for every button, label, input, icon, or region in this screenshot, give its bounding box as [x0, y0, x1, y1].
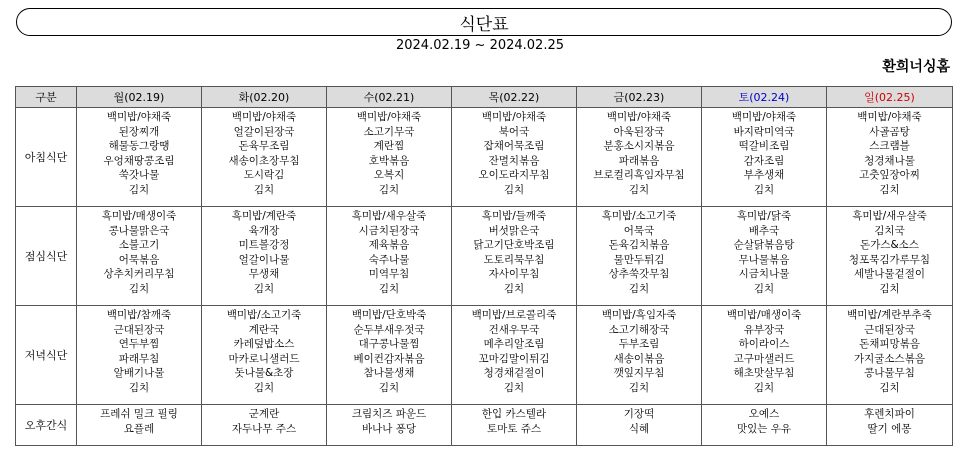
menu-item: 해물동그랑땡: [108, 140, 170, 153]
menu-item: 백미밥/단호박죽: [351, 309, 427, 321]
meal-row-breakfast: [16, 108, 953, 207]
menu-item: 부추생채: [743, 169, 785, 182]
menu-item: 된장찌개: [118, 125, 160, 138]
menu-item: 미트볼강정: [238, 239, 290, 252]
menu-item: 순두부새우젓국: [353, 323, 425, 336]
menu-item: 김치: [128, 381, 150, 394]
menu-cell: [577, 108, 702, 207]
menu-item: 해초맛살무침: [733, 367, 795, 380]
menu-item: 메추리알조림: [483, 338, 545, 351]
menu-item: 백미밥/야채죽: [857, 111, 922, 123]
menu-item: 백미밥/브로콜리죽: [471, 309, 557, 321]
menu-item: 상추쑥갓무침: [608, 268, 670, 281]
menu-item: 시금치나물: [738, 268, 790, 281]
menu-cell: [77, 108, 202, 207]
menu-cell: [327, 108, 452, 207]
menu-item: 북어국: [498, 125, 530, 138]
menu-item: 베이컨감자볶음: [353, 352, 425, 365]
menu-item: 김치: [253, 381, 275, 394]
menu-cell: [327, 405, 452, 446]
menu-item: 두부조림: [618, 338, 660, 351]
menu-item: 콩나물맑은국: [108, 224, 170, 237]
menu-item: 김치: [128, 282, 150, 295]
menu-item: 근대된장국: [864, 323, 915, 336]
facility-name: 환희너싱홈: [882, 59, 950, 75]
menu-item: 바나나 퐁당: [361, 422, 417, 435]
menu-item: 우엉채땅콩조림: [103, 154, 175, 167]
menu-item: 바지락미역국: [733, 125, 795, 138]
menu-item: 자사이무침: [488, 268, 540, 281]
menu-cell: [77, 306, 202, 405]
menu-item: 잡채어묵조림: [483, 140, 545, 153]
menu-cell: [702, 306, 827, 405]
menu-item: 백미밥/계란부추죽: [847, 309, 932, 321]
menu-item: 오예스: [748, 408, 780, 420]
menu-item: 카레덮밥소스: [233, 338, 295, 351]
menu-item: 알배기나물: [113, 367, 165, 380]
header-corner: 구분: [16, 87, 77, 108]
menu-item: 흑미밥/새우살죽: [852, 210, 927, 222]
menu-item: 김치: [753, 282, 775, 295]
menu-item: 후렌치파이: [864, 408, 915, 420]
menu-cell: [577, 306, 702, 405]
menu-cell: [577, 207, 702, 306]
menu-item: 대구콩나물찜: [358, 338, 420, 351]
menu-cell: [452, 306, 577, 405]
menu-cell: [702, 405, 827, 446]
menu-item: 김치: [753, 381, 775, 394]
menu-cell: [702, 207, 827, 306]
menu-item: 백미밥/야채죽: [481, 111, 547, 123]
menu-item: 백미밥/야채죽: [106, 111, 172, 123]
menu-item: 마카로니샐러드: [228, 352, 300, 365]
menu-cell: [827, 306, 953, 405]
menu-item: 브로컬리흑임자무침: [593, 169, 685, 182]
menu-item: 콩나물무침: [864, 367, 915, 380]
menu-item: 돈육무조림: [238, 140, 290, 153]
menu-item: 김치: [879, 183, 900, 196]
menu-item: 도토리묵무침: [483, 253, 545, 266]
menu-item: 쑥갓나물: [118, 169, 160, 182]
menu-item: 건새우무국: [488, 323, 540, 336]
menu-item: 새송이볶음: [613, 352, 665, 365]
menu-cell: [452, 405, 577, 446]
menu-item: 흑미밥/소고기죽: [601, 210, 677, 222]
menu-item: 김치: [378, 183, 400, 196]
menu-item: 버섯맑은국: [488, 224, 540, 237]
menu-cell: [702, 108, 827, 207]
menu-item: 김치: [253, 282, 275, 295]
menu-item: 흑미밥/매생이죽: [101, 210, 177, 222]
menu-item: 백미밥/야채죽: [606, 111, 672, 123]
menu-cell: [827, 405, 953, 446]
menu-item: 고구마샐러드: [733, 352, 795, 365]
menu-item: 김치: [628, 183, 650, 196]
menu-item: 청경채나물: [864, 154, 915, 167]
menu-item: 어묵볶음: [118, 253, 160, 266]
menu-item: 시금치된장국: [358, 224, 420, 237]
menu-item: 군계란: [248, 408, 280, 420]
meal-row-lunch: [16, 207, 953, 306]
menu-item: 떡갈비조림: [738, 140, 790, 153]
menu-item: 하이라이스: [738, 338, 790, 351]
menu-item: 토마토 쥬스: [486, 422, 542, 435]
menu-item: 김치: [879, 381, 900, 394]
menu-item: 배추국: [748, 224, 780, 237]
menu-item: 소고기해장국: [608, 323, 670, 336]
menu-item: 백미밥/야채죽: [731, 111, 797, 123]
menu-item: 돈가스&소스: [860, 239, 919, 252]
menu-item: 새송이초장무침: [228, 154, 300, 167]
menu-cell: [452, 207, 577, 306]
menu-item: 물만두튀김: [613, 253, 665, 266]
menu-item: 잔멸치볶음: [488, 154, 540, 167]
menu-item: 김치: [253, 183, 275, 196]
menu-item: 무생채: [248, 268, 280, 281]
menu-item: 식혜: [628, 422, 650, 435]
menu-item: 백미밥/소고기죽: [226, 309, 302, 321]
menu-item: 백미밥/흑임자죽: [601, 309, 677, 321]
meal-row-snack: [16, 405, 953, 446]
menu-item: 청포묵김가루무침: [848, 253, 931, 266]
menu-item: 김치: [503, 381, 525, 394]
menu-item: 김치: [378, 381, 400, 394]
menu-item: 프레쉬 밀크 필링: [100, 408, 178, 420]
menu-item: 세발나물겉절이: [853, 268, 925, 281]
meal-table: [15, 86, 953, 446]
menu-item: 고춧잎장아찌: [859, 169, 920, 182]
day-header: 금(02.23): [577, 87, 702, 108]
menu-item: 소불고기: [118, 239, 160, 252]
menu-item: 호박볶음: [368, 154, 410, 167]
menu-item: 백미밥/야채죽: [356, 111, 422, 123]
menu-item: 흑미밥/계란죽: [231, 210, 297, 222]
menu-item: 김치: [628, 282, 650, 295]
menu-item: 순살닭볶음탕: [733, 239, 795, 252]
menu-item: 닭고기단호박조림: [473, 239, 555, 252]
meal-label: 아침식단: [16, 108, 77, 207]
menu-item: 흑미밥/닭죽: [736, 210, 792, 222]
menu-item: 무나물볶음: [738, 253, 790, 266]
meal-label: 오후간식: [16, 405, 77, 446]
meal-row-dinner: [16, 306, 953, 405]
menu-item: 백미밥/참깨죽: [106, 309, 172, 321]
menu-item: 파래볶음: [618, 154, 660, 167]
menu-item: 김치: [753, 183, 775, 196]
menu-item: 제육볶음: [368, 239, 410, 252]
menu-item: 참나물생채: [363, 367, 415, 380]
menu-item: 얼갈이나물: [238, 253, 290, 266]
header-row: [16, 87, 953, 108]
menu-item: 어묵국: [623, 224, 655, 237]
menu-item: 사골곰탕: [869, 125, 910, 138]
menu-item: 깻잎지무침: [613, 367, 665, 380]
menu-item: 숙주나물: [368, 253, 410, 266]
menu-item: 아욱된장국: [613, 125, 665, 138]
menu-cell: [327, 306, 452, 405]
menu-cell: [827, 108, 953, 207]
menu-cell: [202, 405, 327, 446]
meal-label: 점심식단: [16, 207, 77, 306]
menu-item: 연두부찜: [118, 338, 160, 351]
menu-item: 계란국: [248, 323, 280, 336]
day-header: 화(02.20): [202, 87, 327, 108]
menu-item: 근대된장국: [113, 323, 165, 336]
menu-item: 계란찜: [373, 140, 405, 153]
menu-item: 김치: [378, 282, 400, 295]
day-header: 수(02.21): [327, 87, 452, 108]
menu-item: 김치: [503, 282, 525, 295]
menu-item: 맛있는 우유: [736, 422, 792, 435]
menu-item: 김치국: [874, 224, 905, 237]
menu-item: 육개장: [248, 224, 280, 237]
menu-item: 백미밥/야채죽: [231, 111, 297, 123]
menu-item: 돈육김치볶음: [608, 239, 670, 252]
menu-item: 요플레: [123, 422, 155, 435]
menu-cell: [327, 207, 452, 306]
date-range: 2024.02.19 ~ 2024.02.25: [395, 38, 565, 53]
menu-item: 꼬마김말이튀김: [478, 352, 550, 365]
menu-item: 오복지: [373, 169, 405, 182]
day-header: 목(02.22): [452, 87, 577, 108]
menu-item: 유부장국: [743, 323, 785, 336]
menu-item: 미역무침: [368, 268, 410, 281]
day-header-sunday: 일(02.25): [827, 87, 953, 108]
menu-item: 도시락김: [243, 169, 285, 182]
menu-cell: [827, 207, 953, 306]
menu-title-box: [16, 8, 952, 36]
menu-item: 오이도라지무침: [478, 169, 550, 182]
menu-item: 백미밥/매생이죽: [726, 309, 802, 321]
menu-item: 크림치즈 파운드: [351, 408, 427, 420]
menu-cell: [202, 108, 327, 207]
menu-item: 얼갈이된장국: [233, 125, 295, 138]
menu-item: 상추치커리무침: [103, 268, 175, 281]
menu-item: 김치: [128, 183, 150, 196]
menu-cell: [77, 405, 202, 446]
menu-item: 소고기무국: [363, 125, 415, 138]
meal-label: 저녁식단: [16, 306, 77, 405]
menu-item: 김치: [503, 183, 525, 196]
menu-item: 기장떡: [623, 408, 655, 420]
menu-item: 흑미밥/들깨죽: [481, 210, 547, 222]
menu-item: 딸기 에몽: [867, 422, 912, 435]
menu-item: 가지굴소스볶음: [853, 352, 925, 365]
menu-item: 김치: [879, 282, 900, 295]
menu-cell: [77, 207, 202, 306]
menu-item: 흑미밥/새우살죽: [351, 210, 427, 222]
menu-item: 한입 카스텔라: [481, 408, 547, 420]
page-title: 식단표: [459, 14, 509, 35]
menu-item: 청경채겉절이: [483, 367, 545, 380]
menu-item: 파래무침: [118, 352, 160, 365]
menu-cell: [202, 207, 327, 306]
menu-item: 김치: [628, 381, 650, 394]
day-header-saturday: 토(02.24): [702, 87, 827, 108]
menu-item: 돈채피망볶음: [859, 338, 920, 351]
menu-item: 돗나물&초장: [234, 367, 294, 380]
menu-cell: [202, 306, 327, 405]
menu-cell: [452, 108, 577, 207]
menu-cell: [577, 405, 702, 446]
menu-item: 분홍소시지볶음: [603, 140, 675, 153]
menu-item: 감자조림: [743, 154, 785, 167]
menu-item: 스크램블: [869, 140, 910, 153]
day-header: 월(02.19): [77, 87, 202, 108]
menu-item: 자두나무 주스: [231, 422, 297, 435]
